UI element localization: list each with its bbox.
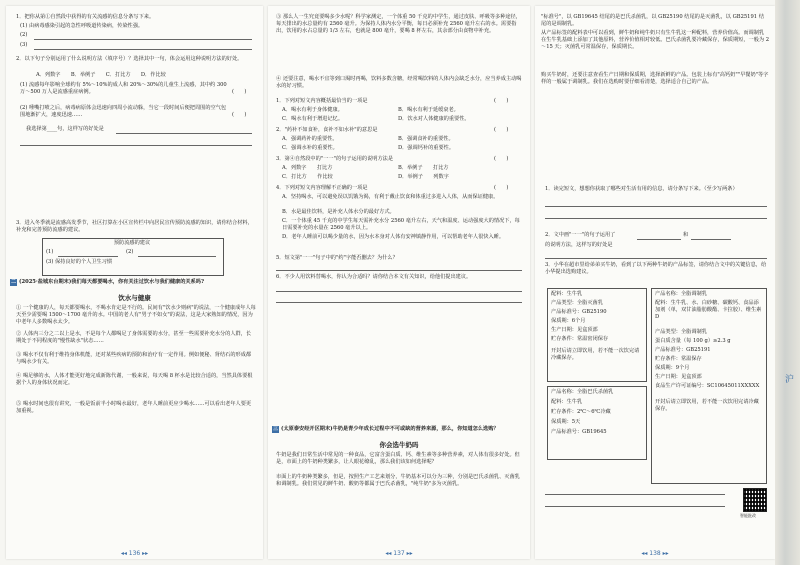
- mc-q2-paren[interactable]: ( ): [494, 127, 509, 133]
- q2-answer-line-2[interactable]: [20, 145, 252, 146]
- tips-title: 预防流感的建议: [113, 240, 151, 246]
- label1-line-2: 产品标准号：GB25190: [551, 309, 607, 315]
- section-2-heading-text: (2025·盐城东台期末)我们每天都要喝水，你有关注过饮水与我们健康的关系吗?: [19, 279, 205, 285]
- q3-prompt: 3．进入冬季就是流感高发季节，社区打算在小区宣传栏中向居民宣传预防流感的知识，请你结合材料，补充和完善预防流感的建议。: [16, 220, 253, 233]
- page-number-136: ◂◂ 136 ▸▸: [120, 550, 149, 557]
- milk-q1-line-1[interactable]: [545, 206, 767, 207]
- mc-q4-c[interactable]: C．一个体重 45 千克的中学生每天需补充水分 2560 毫升左右，天气和温度、运动强度大的情况下，每日需要补充的水量在 2560 毫升以上。: [282, 218, 520, 231]
- tip-2-line[interactable]: [138, 256, 216, 257]
- label2-line-1: 配料：生牛乳、水、白砂糖、碳酸钙、食品添加剂（单，双甘油脂肪酸酯、卡拉胶）、维生素 D: [655, 300, 762, 320]
- tip-1-line[interactable]: [58, 256, 118, 257]
- q6-answer-line-2[interactable]: [276, 302, 522, 303]
- milk-para-2: 市面上的牛奶种类繁多，但是，按照生产工艺来划分，牛奶基本可以分为三种，分别是巴氏杀菌乳、灭菌乳和调制乳。我们常见的鲜牛奶、酸奶等都属于巴氏杀菌乳，"纯牛奶"多为灭菌乳。: [276, 474, 520, 487]
- article-para-4: ④ 喝足够的水，人体才能更好地完成新陈代谢，一般来说，每天喝 8 杯水是比较合适的，当然具体要根据个人的身体状况而定。: [16, 373, 253, 386]
- mc-q4-d[interactable]: D．老年人睡前可以喝少量的水，因为水本身对人体有安神镇静作用，可以帮助老年人很快入睡。: [282, 234, 505, 240]
- label3-line-2: 贮存条件：2℃～6℃冷藏: [551, 409, 611, 415]
- q1-answer-2-label: (2): [20, 32, 28, 38]
- section-badge-3: 三: [273, 426, 279, 432]
- label1-line-1: 产品类型：全脂灭菌乳: [551, 300, 603, 306]
- mc-q3-b[interactable]: B．举例子 打比方: [398, 165, 449, 171]
- article-title-water: 饮水与健康: [118, 294, 151, 302]
- page-number-138-value: 138: [649, 550, 661, 557]
- open-q5: 5．短文第"一一"句子中的"约"字能否删去？为什么？: [276, 255, 398, 261]
- tip-2-label: (2): [126, 249, 134, 255]
- milk-q2-answer-line[interactable]: [545, 258, 767, 259]
- milk-q1-line-2[interactable]: [545, 218, 767, 219]
- open-q6: 6．不少人用饮料替喝水，你认为合适吗？请你结合本文有关知识，给他们提出建议。: [276, 274, 472, 280]
- mc-q3-c[interactable]: C．打比方 作比较: [282, 174, 333, 180]
- q1-answer-1: (1) 由病毒感染引起的急性呼吸道传染病，传染性强。: [20, 23, 144, 29]
- mc-q3-a[interactable]: A．列数字 打比方: [282, 165, 333, 171]
- label3-title: 产品名称：全脂巴氏杀菌乳: [551, 389, 614, 395]
- book-edge: [775, 0, 800, 565]
- section-badge: 二: [11, 279, 17, 285]
- qr-caption: 智能批改: [740, 513, 756, 518]
- milk-para-ingredients: 从产品标签的配料表中可以看到，鲜牛奶和纯牛奶只有生牛乳这一种配料，营养价值高。而调制乳在生牛乳基础上添加了其他原料，营养价值相对较低。巴氏杀菌乳要冷藏保存，保质期短，一般为 2～15 天；灭菌乳可常温保存，保质期长。: [541, 30, 770, 50]
- q2-sentence-1: (1) 流感每年影响全球约有 5%～10%的成人和 20%～30%的儿童生上流感，其中约 300 万～500 万人是流感重症病例。: [20, 82, 227, 95]
- q2-paren-1[interactable]: ( ): [232, 89, 247, 95]
- article-para-intro: ③ 那么人一生究竟要喝多少水呢？科学家测定，一个体重 50 千克的中学生，通过皮肤、呼吸等多种途径，每天排出的水总量约有 2560 毫升。为保持人体内水分平衡，每日必须补充 2560 毫升左右的水。需要指出，饮用的水占总量的 1/3 左右，也就是 800 毫升，要喝 8 杯左右，其余部分由食物中补充。: [276, 14, 521, 34]
- q5-answer-line[interactable]: [276, 270, 522, 271]
- milk-q3-answer-line-2[interactable]: [545, 506, 725, 507]
- mc-q1-c[interactable]: C．喝水有利于增进记忆。: [282, 116, 344, 122]
- milk-para-1: 牛奶是我们日常生活中常见的一种食品，它富含蛋白质、钙、维生素等多种营养素，对人体有很多好处。但是，市面上的牛奶种类繁多，让人眼花缭乱，那么我们该如何选择呢？: [276, 452, 520, 465]
- label1-line-4: 生产日期：见盒顶部: [551, 327, 598, 333]
- section-3-heading: [272, 426, 526, 433]
- label2-line-2: 产品类型：全脂调制乳: [655, 329, 707, 335]
- mc-q1-d[interactable]: D．饮水对人体健康的重要性。: [398, 116, 470, 122]
- milk-q2-part-2: 的说明方法，这样写的好处是: [545, 242, 613, 248]
- tip-1-label: (1): [46, 249, 54, 255]
- page-number-138: ◂◂ 138 ▸▸: [641, 550, 669, 557]
- milk-q3: 3．小华在超市里给弟弟买牛奶，看到了以下两种牛奶的产品标签，请你结合文中的关键信息，给小华提出选购建议。: [545, 262, 767, 275]
- label3-line-3: 保质期：5天: [551, 419, 581, 425]
- page-137: [268, 6, 530, 559]
- label2-line-7: 生产日期：见盒顶部: [655, 374, 702, 380]
- page-number-137-value: 137: [393, 550, 405, 557]
- article-para-3: ③ 喝水不仅有利于维持身体机能，还对某些疾病的预防和治疗有一定作用。例如便秘、肾结石的形成都与喝水少有关。: [16, 352, 252, 365]
- q1-prompt: 1．把你从第①自然段中获得的有关流感的信息分条写下来。: [16, 14, 155, 20]
- article-para-1: ① 一个健康的人，每天都要喝水，不喝水肯定是不行的。民间有"饮水少则病"的说法，一个健康成年人每天至少需要喝 1500～1700 毫升的水。中国的老人有"男子不如女"的说法，这是大家熟知的情况，因为中老年人多数喝水太少。: [16, 305, 256, 325]
- milk-q2-part-1: 2．文中画"一一"的句子运用了: [545, 232, 616, 238]
- mc-q3-paren[interactable]: ( ): [494, 156, 509, 162]
- milk-para-dates: 购买牛奶时，还要注意查看生产日期和保质期，选择新鲜的产品。包装上标有"高钙奶""早餐奶"等字样的一般属于调制乳。我们在选购时要仔细看清楚，选择适合自己的产品。: [541, 72, 769, 85]
- milk-q3-answer-line-1[interactable]: [545, 494, 725, 495]
- q1-answer-2-line[interactable]: [34, 39, 252, 40]
- mc-q1: 1．下列对短文内容概括最恰当的一项是: [276, 98, 368, 104]
- mc-q4-paren[interactable]: ( ): [494, 185, 509, 191]
- milk-q1: 1．读完短文，想想你获取了哪些对生活有用的信息，请分条写下来。（至少写两条）: [545, 186, 738, 192]
- label2-line-5: 贮存条件：常温保存: [655, 356, 702, 362]
- milk-q2-blank-1[interactable]: [637, 239, 681, 240]
- q2-options: A．列数字 B．举例子 C．打比方 D．作比较: [36, 72, 166, 78]
- label2-note: 开封后请立即饮用，若不能一次饮用完请冷藏保存。: [655, 399, 759, 412]
- mc-q2: 2．"药补不如食补，食补不如水补"的意思是: [276, 127, 378, 133]
- q1-answer-3-label: (3): [20, 42, 28, 48]
- mc-q4-a[interactable]: A．坚持喝水，可以避免误以饥饿为渴，有利于戴止饮食和体重过多进入人体，从而保证健康。: [282, 194, 499, 200]
- page-136: [6, 6, 263, 559]
- q6-answer-line-1[interactable]: [276, 291, 522, 292]
- section-3-heading-text: (太原泰安经开区期末)牛奶是青少年成长过程中不可或缺的营养来源，那么，你知道怎么选购？: [281, 426, 499, 432]
- page-number-137: ◂◂ 137 ▸▸: [385, 550, 413, 557]
- label1-line-3: 保质期：6个月: [551, 318, 586, 324]
- qr-code-icon[interactable]: [743, 488, 767, 512]
- page-138: [535, 6, 775, 559]
- edge-mark: 沪: [784, 375, 794, 385]
- mc-q2-b[interactable]: B．强调食补的重要性。: [398, 136, 454, 142]
- label2-line-8: 食品生产许可证编号：SC10645011XXXXX: [655, 383, 760, 389]
- q2-choice-line: 我选择第____句，这样写的好处是: [26, 126, 104, 132]
- label1-line-5: 贮存条件：常温密闭保存: [551, 336, 609, 342]
- mc-q4: 4．下列对短文内容理解不正确的一项是: [276, 185, 368, 191]
- milk-para-standard: "标准号"，以 GB19645 结尾的是巴氏杀菌乳，以 GB25190 结尾的是灭菌乳，以 GB25191 结尾的是调制乳。: [541, 14, 764, 27]
- q2-paren-2[interactable]: ( ): [232, 112, 247, 118]
- q2-sentence-2: (2) 唾嘴打喷之后，病毒病原体会迅速向四周小流动躲，当它一段时间后便把周围的空气包围地渐扩大，速度迅速……: [20, 105, 227, 118]
- q2-prompt: 2．以下句子分别运用了什么说明方法（填序号）？选择其中一句，体会运用这种说明方法的好处。: [16, 56, 243, 62]
- mc-q3-d[interactable]: D．举例子 列数字: [398, 174, 449, 180]
- mc-q2-c[interactable]: C．强调水补的重要性。: [282, 145, 338, 151]
- q2-answer-line-1[interactable]: [116, 133, 252, 134]
- label2-line-3: 蛋白质含量（每 100 g）≥2.3 g: [655, 338, 731, 344]
- mc-q3: 3．第④自然段中的"一一"的句子运用的说明方法是: [276, 156, 394, 162]
- label2-title: 产品名称：全脂调制乳: [655, 291, 707, 297]
- section-2-heading: [10, 279, 260, 286]
- mc-q1-a[interactable]: A．喝水有利于身体健康。: [282, 107, 343, 113]
- label3-line-4: 产品标准号：GB19645: [551, 429, 607, 435]
- tip-3: (3) 保持良好的个人卫生习惯: [46, 259, 113, 265]
- milk-q2-blank-2[interactable]: [691, 239, 731, 240]
- label1-title: 配料：生牛乳: [551, 291, 583, 297]
- label1-note: 开封后请立即饮用，若不能一次饮完请冷藏保存。: [551, 348, 640, 361]
- mc-q2-d[interactable]: D．强调钙补的重要性。: [398, 145, 455, 151]
- article-title-milk: 你会选牛奶吗: [379, 441, 419, 449]
- label2-line-6: 保质期：9个月: [655, 365, 690, 371]
- mc-q1-b[interactable]: B．喝水有利于延缓衰老。: [398, 107, 459, 113]
- q1-answer-3-line[interactable]: [34, 49, 252, 50]
- article-para-intro-2: ④ 还要注意，喝水不宜等到口渴时再喝，饮料多数含糖，经常喝饮料的人体内会缺乏水分，应当养成主动喝水的好习惯。: [276, 76, 522, 89]
- article-para-2: ② 人体内三分之二以上是水，不是每个人都喝足了身体需要的水分，甚至一些需要补充水分的人群，长期处于不同程度的"慢性缺水"状态……: [16, 331, 252, 344]
- mc-q1-paren[interactable]: ( ): [494, 98, 509, 104]
- mc-q4-b[interactable]: B．水是最佳饮料，是补充人体水分的最好方式。: [282, 209, 395, 215]
- label3-line-1: 配料：生牛乳: [551, 399, 583, 405]
- milk-q2-and: 和: [683, 232, 689, 238]
- mc-q2-a[interactable]: A．强调药补的重要性。: [282, 136, 338, 142]
- page-number-136-value: 136: [128, 550, 141, 557]
- article-para-5: ⑤ 喝水时间也很有讲究，一般是饭前半小时喝水最好，老年人睡前更应少喝水……可以看出老年人要更加重视。: [16, 401, 252, 414]
- label2-line-4: 产品标准号：GB25191: [655, 347, 711, 353]
